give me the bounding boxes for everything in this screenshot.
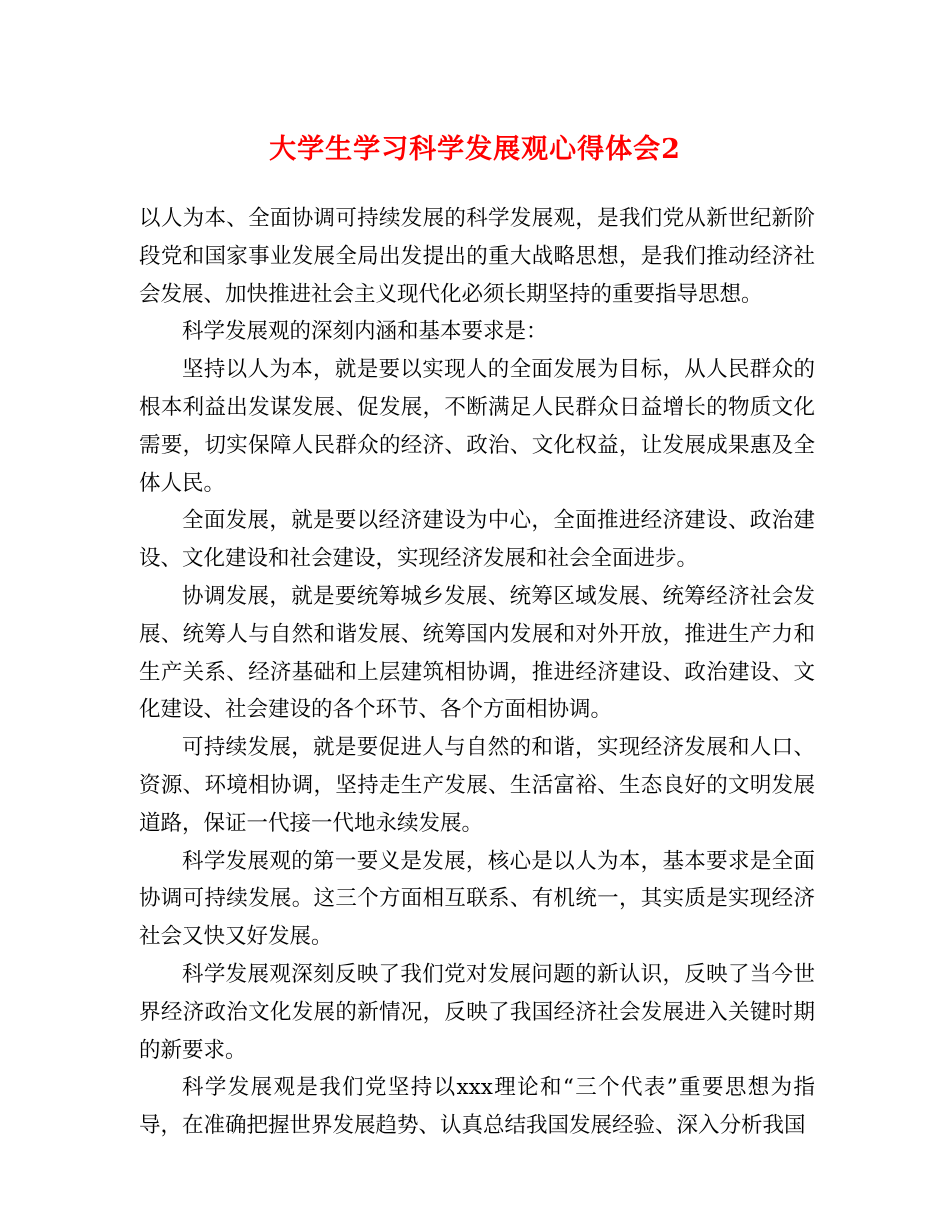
paragraph-coordinated-development: 协调发展，就是要统筹城乡发展、统筹区域发展、统筹经济社会发展、统筹人与自然和谐发展、统筹国内发展和对外开放，推进生产力和生产关系、经济基础和上层建筑相协调，推进经济建设、政治建设、文化建设、社会建设的各个环节、各个方面相协调。 bbox=[139, 583, 815, 723]
document-body bbox=[139, 200, 815, 1145]
paragraph-intro: 以人为本、全面协调可持续发展的科学发展观，是我们党从新世纪新阶段党和国家事业发展全局出发提出的重大战略思想，是我们推动经济社会发展、加快推进社会主义现代化必须长期坚持的重要指导思想。 bbox=[139, 206, 815, 307]
document-title: 大学生学习科学发展观心得体会2 bbox=[269, 134, 681, 165]
paragraph-sustainable-development: 可持续发展，就是要促进人与自然的和谐，实现经济发展和人口、资源、环境相协调，坚持走生产发展、生活富裕、生态良好的文明发展道路，保证一代接一代地永续发展。 bbox=[139, 735, 815, 836]
paragraph-guidance: 科学发展观是我们党坚持以xxx理论和“三个代表”重要思想为指导，在准确把握世界发展趋势、认真总结我国发展经验、深入分析我国 bbox=[139, 1075, 815, 1139]
paragraph-comprehensive-development: 全面发展，就是要以经济建设为中心，全面推进经济建设、政治建设、文化建设和社会建设，实现经济发展和社会全面进步。 bbox=[139, 508, 815, 572]
paragraph-requirements-heading: 科学发展观的深刻内涵和基本要求是： bbox=[182, 319, 548, 345]
paragraph-core-meaning: 科学发展观的第一要义是发展，核心是以人为本，基本要求是全面协调可持续发展。这三个方面相互联系、有机统一，其实质是实现经济社会又快又好发展。 bbox=[139, 848, 815, 950]
paragraph-people-oriented: 坚持以人为本，就是要以实现人的全面发展为目标，从人民群众的根本利益出发谋发展、促发展，不断满足人民群众日益增长的物质文化需要，切实保障人民群众的经济、政治、文化权益，让发展成果惠及全体人民。 bbox=[139, 357, 815, 496]
paragraph-new-understanding: 科学发展观深刻反映了我们党对发展问题的新认识，反映了当今世界经济政治文化发展的新情况，反映了我国经济社会发展进入关键时期的新要求。 bbox=[139, 961, 815, 1063]
